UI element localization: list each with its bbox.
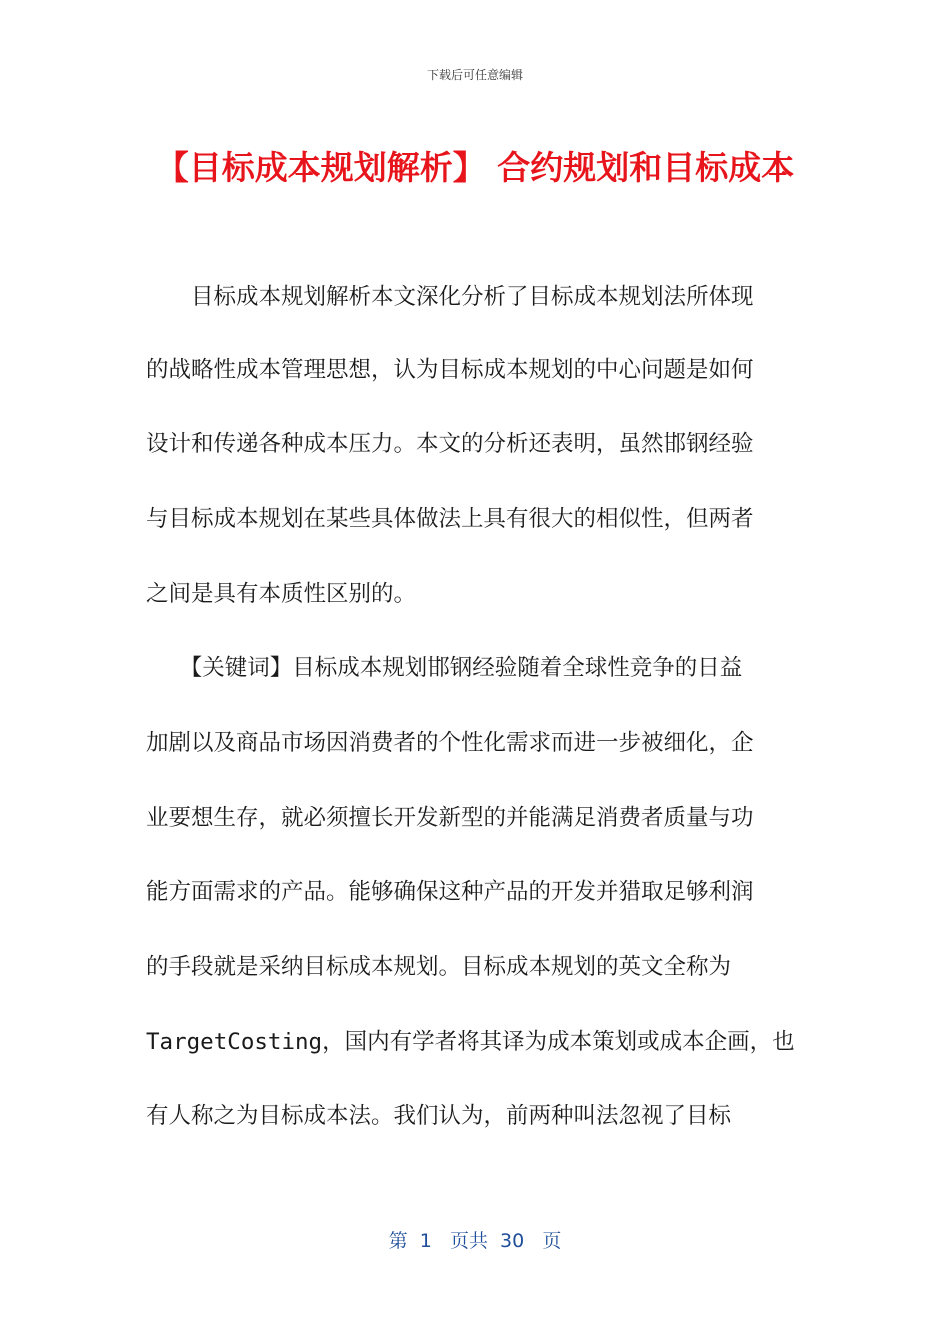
text-line: 的手段就是采纳目标成本规划。目标成本规划的英文全称为 [146, 954, 732, 980]
text-line: 的战略性成本管理思想，认为目标成本规划的中心问题是如何 [146, 357, 754, 383]
text-line: 【关键词】目标成本规划邯钢经验随着全球性竞争的日益 [146, 655, 743, 681]
text-line: 业要想生存，就必须擅长开发新型的并能满足消费者质量与功 [146, 805, 754, 831]
page-footer: 第 1 页共 30 页 [388, 1230, 562, 1252]
text-line: 加剧以及商品市场因消费者的个性化需求而进一步被细化，企 [146, 730, 754, 756]
text-line: 设计和传递各种成本压力。本文的分析还表明，虽然邯钢经验 [146, 431, 754, 457]
text-line: 与目标成本规划在某些具体做法上具有很大的相似性，但两者 [146, 506, 754, 532]
header-note: 下载后可任意编辑 [426, 68, 523, 82]
page-title: 【目标成本规划解析】 合约规划和目标成本 [155, 148, 795, 187]
text-line: 之间是具有本质性区别的。 [146, 581, 417, 607]
text-line: TargetCosting，国内有学者将其译为成本策划或成本企画，也 [146, 1029, 795, 1055]
text-line: 有人称之为目标成本法。我们认为，前两种叫法忽视了目标 [146, 1103, 732, 1129]
text-line: 能方面需求的产品。能够确保这种产品的开发并猎取足够利润 [146, 879, 754, 905]
text-line: 目标成本规划解析本文深化分析了目标成本规划法所体现 [146, 284, 754, 310]
